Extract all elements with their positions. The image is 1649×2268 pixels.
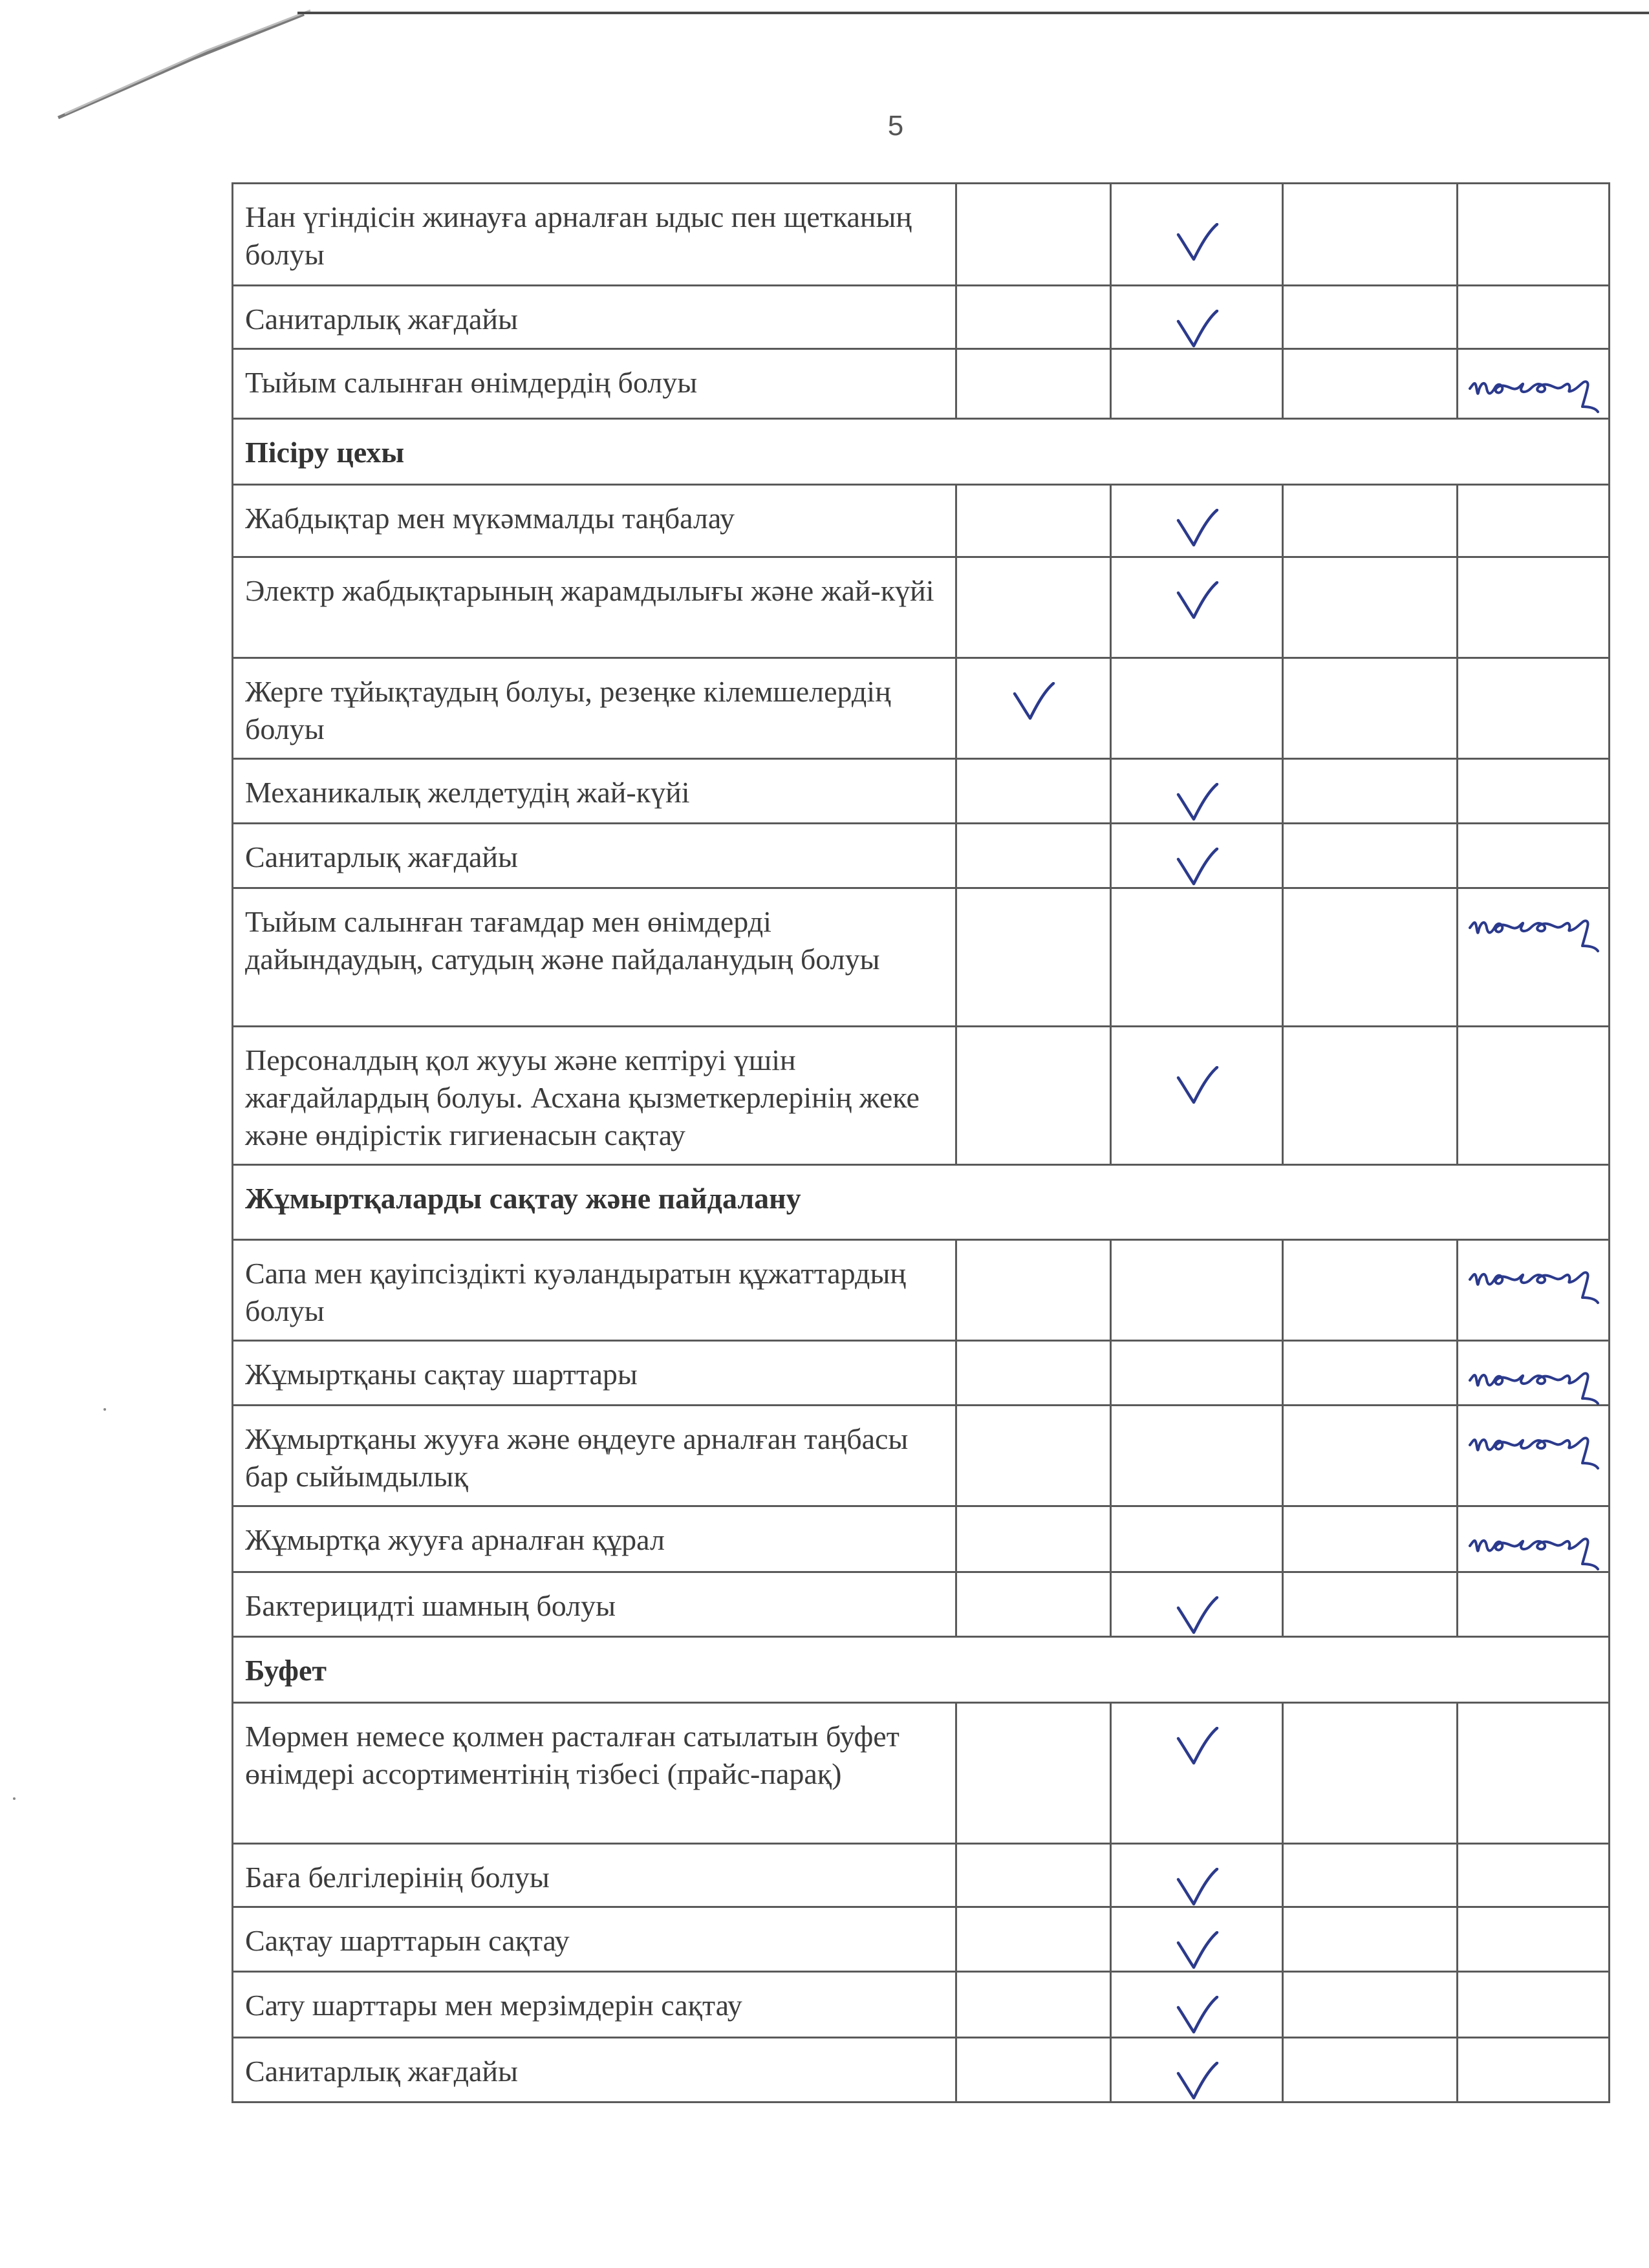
tick-mark-icon — [1174, 1868, 1220, 1908]
mark-cell-1 — [956, 485, 1111, 557]
tick-mark-icon — [1174, 581, 1220, 621]
item-description: Баға белгілерінің болуы — [233, 1844, 956, 1907]
mark-cell-2 — [1111, 759, 1283, 824]
checklist-row — [233, 2038, 1610, 2102]
mark-cell-2 — [1111, 1703, 1283, 1844]
mark-cell-4 — [1458, 1844, 1610, 1907]
mark-cell-2 — [1111, 1506, 1283, 1572]
mark-cell-4 — [1458, 2038, 1610, 2102]
mark-cell-3 — [1283, 1907, 1458, 1972]
checklist-row — [233, 824, 1610, 888]
mark-cell-1 — [956, 1844, 1111, 1907]
checklist-row — [233, 658, 1610, 759]
tick-mark-icon — [1174, 509, 1220, 549]
item-description: Жұмыртқа жууға арналған құрал — [233, 1506, 956, 1572]
mark-cell-3 — [1283, 184, 1458, 286]
item-description: Тыйым салынған тағамдар мен өнімдерді дайындаудың, сатудың және пайдаланудың болуы — [233, 888, 956, 1027]
checklist-row — [233, 1572, 1610, 1637]
mark-cell-1 — [956, 824, 1111, 888]
mark-cell-2 — [1111, 1341, 1283, 1406]
mark-cell-1 — [956, 1506, 1111, 1572]
item-description: Бактерицидті шамның болуы — [233, 1572, 956, 1637]
tick-mark — [1174, 1066, 1220, 1106]
inspection-checklist-table — [232, 182, 1610, 2103]
section-title: Жұмыртқаларды сақтау және пайдалану — [233, 1165, 1610, 1240]
mark-cell-1 — [956, 1703, 1111, 1844]
checklist-row — [233, 1027, 1610, 1165]
mark-cell-1 — [956, 1240, 1111, 1341]
mark-cell-3 — [1283, 1240, 1458, 1341]
mark-cell-3 — [1283, 759, 1458, 824]
checklist-row — [233, 1406, 1610, 1506]
mark-cell-3 — [1283, 286, 1458, 349]
handwritten-note-icon — [1466, 1250, 1608, 1308]
mark-cell-4 — [1458, 1703, 1610, 1844]
checklist-row — [233, 1972, 1610, 2038]
mark-cell-3 — [1283, 557, 1458, 658]
mark-cell-3 — [1283, 1506, 1458, 1572]
tick-mark — [1174, 223, 1220, 263]
mark-cell-4 — [1458, 1341, 1610, 1406]
mark-cell-3 — [1283, 888, 1458, 1027]
handwritten-note — [1466, 1415, 1608, 1473]
tick-mark — [1174, 848, 1220, 888]
mark-cell-3 — [1283, 2038, 1458, 2102]
tick-mark — [1174, 1996, 1220, 2036]
mark-cell-4 — [1458, 1972, 1610, 2038]
mark-cell-4 — [1458, 888, 1610, 1027]
handwritten-note-icon — [1466, 1516, 1608, 1574]
mark-cell-4 — [1458, 557, 1610, 658]
item-description: Механикалық желдетудің жай-күйі — [233, 759, 956, 824]
mark-cell-1 — [956, 1341, 1111, 1406]
checklist-row — [233, 349, 1610, 419]
mark-cell-4 — [1458, 349, 1610, 419]
item-description: Сапа мен қауіпсіздікті куәландыратын құжаттардың болуы — [233, 1240, 956, 1341]
item-description: Электр жабдықтарының жарамдылығы және жай-күйі — [233, 557, 956, 658]
mark-cell-4 — [1458, 1027, 1610, 1165]
tick-mark — [1174, 1727, 1220, 1767]
handwritten-note — [1466, 1516, 1608, 1574]
mark-cell-3 — [1283, 485, 1458, 557]
scan-dust — [13, 1797, 16, 1800]
tick-mark — [1011, 682, 1056, 722]
handwritten-note — [1466, 1351, 1608, 1409]
mark-cell-2 — [1111, 1406, 1283, 1506]
mark-cell-4 — [1458, 485, 1610, 557]
mark-cell-2 — [1111, 658, 1283, 759]
section-row — [233, 1637, 1610, 1703]
mark-cell-4 — [1458, 658, 1610, 759]
mark-cell-4 — [1458, 824, 1610, 888]
mark-cell-2 — [1111, 349, 1283, 419]
mark-cell-3 — [1283, 1844, 1458, 1907]
checklist-row — [233, 888, 1610, 1027]
section-title: Буфет — [233, 1637, 1610, 1703]
item-description: Сақтау шарттарын сақтау — [233, 1907, 956, 1972]
mark-cell-1 — [956, 1027, 1111, 1165]
tick-mark-icon — [1174, 1996, 1220, 2036]
mark-cell-3 — [1283, 824, 1458, 888]
mark-cell-2 — [1111, 1240, 1283, 1341]
item-description: Санитарлық жағдайы — [233, 824, 956, 888]
item-description: Санитарлық жағдайы — [233, 286, 956, 349]
tick-mark-icon — [1011, 682, 1056, 722]
checklist-row — [233, 1506, 1610, 1572]
handwritten-note — [1466, 1250, 1608, 1308]
checklist-row — [233, 1240, 1610, 1341]
mark-cell-2 — [1111, 557, 1283, 658]
mark-cell-1 — [956, 1972, 1111, 2038]
tick-mark — [1174, 1868, 1220, 1908]
item-description: Тыйым салынған өнімдердің болуы — [233, 349, 956, 419]
section-row — [233, 419, 1610, 485]
mark-cell-1 — [956, 557, 1111, 658]
handwritten-note-icon — [1466, 898, 1608, 956]
tick-mark — [1174, 783, 1220, 823]
tick-mark — [1174, 2062, 1220, 2102]
page-number: 5 — [887, 110, 904, 142]
section-title: Пісіру цехы — [233, 419, 1610, 485]
mark-cell-3 — [1283, 1572, 1458, 1637]
tick-mark — [1174, 581, 1220, 621]
mark-cell-4 — [1458, 1572, 1610, 1637]
item-description: Жабдықтар мен мүкәммалды таңбалау — [233, 485, 956, 557]
mark-cell-1 — [956, 1406, 1111, 1506]
mark-cell-3 — [1283, 1027, 1458, 1165]
mark-cell-3 — [1283, 1703, 1458, 1844]
handwritten-note-icon — [1466, 1415, 1608, 1473]
mark-cell-4 — [1458, 1240, 1610, 1341]
tick-mark — [1174, 509, 1220, 549]
checklist-row — [233, 1844, 1610, 1907]
mark-cell-1 — [956, 1907, 1111, 1972]
tick-mark-icon — [1174, 1727, 1220, 1767]
mark-cell-2 — [1111, 184, 1283, 286]
mark-cell-4 — [1458, 1907, 1610, 1972]
item-description: Персоналдың қол жууы және кептіруі үшін жағдайлардың болуы. Асхана қызметкерлерінің жеке және өндірістік гигиенасын сақтау — [233, 1027, 956, 1165]
handwritten-note — [1466, 359, 1608, 417]
tick-mark-icon — [1174, 1931, 1220, 1971]
checklist-row — [233, 1703, 1610, 1844]
checklist-row — [233, 557, 1610, 658]
tick-mark-icon — [1174, 310, 1220, 350]
handwritten-note-icon — [1466, 359, 1608, 417]
mark-cell-2 — [1111, 1572, 1283, 1637]
item-description: Жерге тұйықтаудың болуы, резеңке кілемшелердің болуы — [233, 658, 956, 759]
mark-cell-1 — [956, 658, 1111, 759]
scan-dust — [103, 1408, 106, 1411]
checklist-row — [233, 485, 1610, 557]
checklist-row — [233, 1907, 1610, 1972]
section-row — [233, 1165, 1610, 1240]
mark-cell-1 — [956, 349, 1111, 419]
item-description: Нан үгіндісін жинауға арналған ыдыс пен щетканың болуы — [233, 184, 956, 286]
tick-mark-icon — [1174, 223, 1220, 263]
scan-top-border — [297, 12, 1649, 14]
mark-cell-1 — [956, 759, 1111, 824]
mark-cell-3 — [1283, 349, 1458, 419]
checklist-row — [233, 1341, 1610, 1406]
mark-cell-1 — [956, 888, 1111, 1027]
mark-cell-2 — [1111, 286, 1283, 349]
mark-cell-1 — [956, 1572, 1111, 1637]
mark-cell-3 — [1283, 1972, 1458, 2038]
checklist-row — [233, 184, 1610, 286]
mark-cell-2 — [1111, 1844, 1283, 1907]
mark-cell-4 — [1458, 1506, 1610, 1572]
tick-mark-icon — [1174, 2062, 1220, 2102]
tick-mark — [1174, 310, 1220, 350]
mark-cell-2 — [1111, 888, 1283, 1027]
mark-cell-3 — [1283, 1406, 1458, 1506]
mark-cell-2 — [1111, 485, 1283, 557]
mark-cell-3 — [1283, 1341, 1458, 1406]
mark-cell-4 — [1458, 759, 1610, 824]
mark-cell-4 — [1458, 1406, 1610, 1506]
mark-cell-2 — [1111, 1907, 1283, 1972]
checklist-row — [233, 759, 1610, 824]
handwritten-note — [1466, 898, 1608, 956]
mark-cell-2 — [1111, 1972, 1283, 2038]
handwritten-note-icon — [1466, 1351, 1608, 1409]
item-description: Жұмыртқаны жууға және өңдеуге арналған таңбасы бар сыйымдылық — [233, 1406, 956, 1506]
tick-mark-icon — [1174, 1066, 1220, 1106]
scan-edge-artifact — [0, 0, 323, 129]
mark-cell-4 — [1458, 286, 1610, 349]
mark-cell-3 — [1283, 658, 1458, 759]
mark-cell-2 — [1111, 1027, 1283, 1165]
tick-mark-icon — [1174, 1596, 1220, 1636]
tick-mark-icon — [1174, 848, 1220, 888]
mark-cell-1 — [956, 2038, 1111, 2102]
tick-mark — [1174, 1931, 1220, 1971]
item-description: Санитарлық жағдайы — [233, 2038, 956, 2102]
tick-mark-icon — [1174, 783, 1220, 823]
tick-mark — [1174, 1596, 1220, 1636]
item-description: Жұмыртқаны сақтау шарттары — [233, 1341, 956, 1406]
item-description: Сату шарттары мен мерзімдерін сақтау — [233, 1972, 956, 2038]
mark-cell-4 — [1458, 184, 1610, 286]
checklist-row — [233, 286, 1610, 349]
mark-cell-1 — [956, 286, 1111, 349]
item-description: Мөрмен немесе қолмен расталған сатылатын буфет өнімдері ассортиментінің тізбесі (прайс-парақ) — [233, 1703, 956, 1844]
mark-cell-1 — [956, 184, 1111, 286]
mark-cell-2 — [1111, 2038, 1283, 2102]
mark-cell-2 — [1111, 824, 1283, 888]
